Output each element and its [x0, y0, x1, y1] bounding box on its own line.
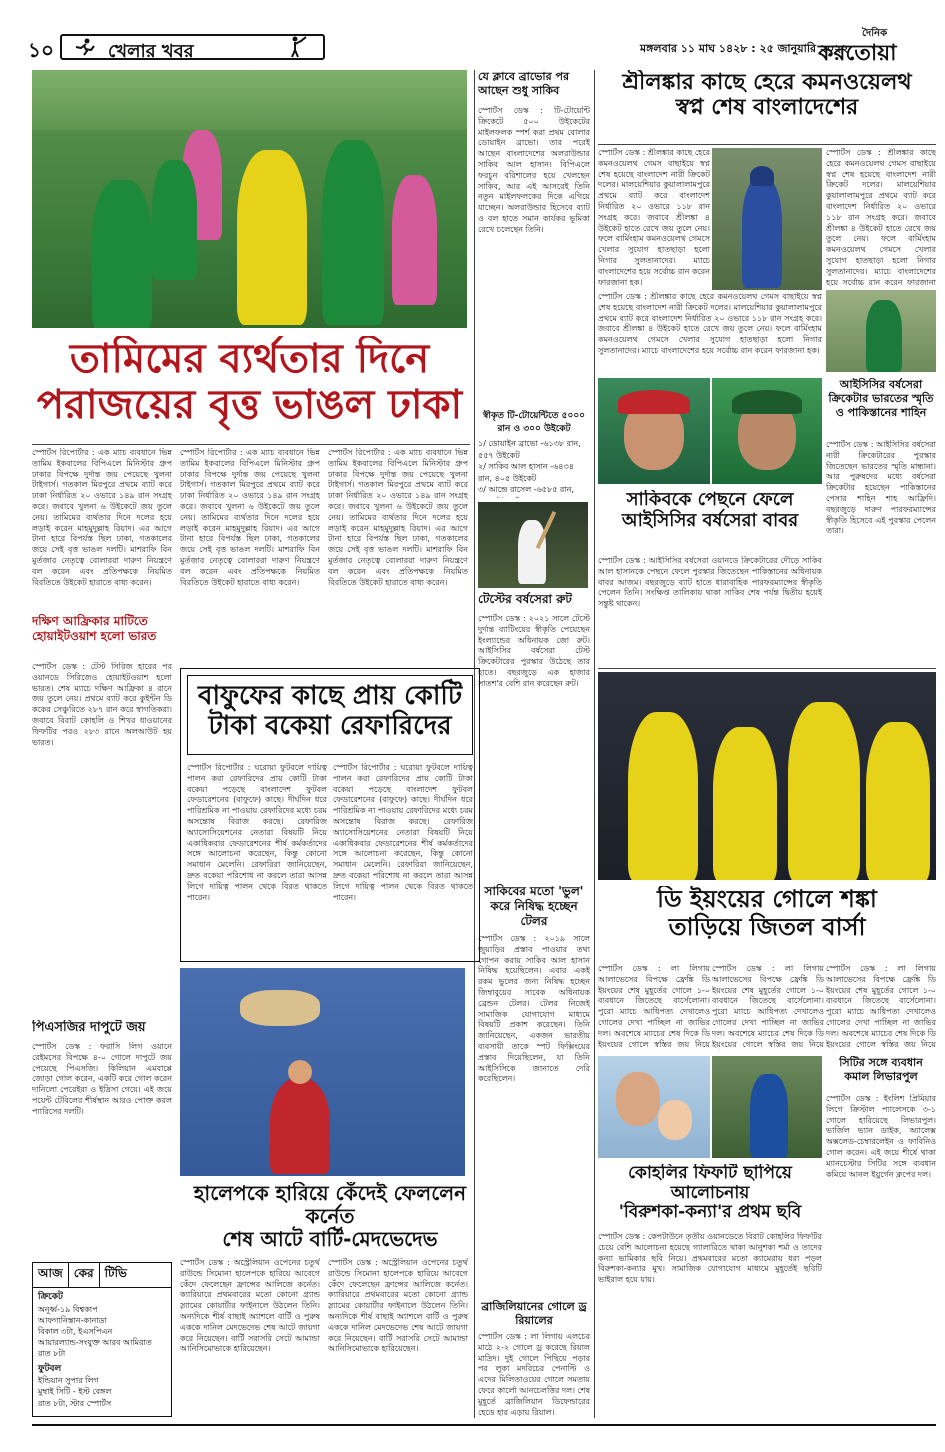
kohli-body: স্পোর্টস ডেস্ক : কেপটাউনে তৃতীয় ওয়ানডেতে বিরাট কোহলির ফিফটির চেয়ে বেশি আলোচনা হয়েছে গ্যালারিতে থাকা আনুশকা শর্মা ও তাদের কন্যা ভামিকার ছবি নিয়ে। প্রথমবারের মতো ক্যামেরায় ধরা পড়ল বিরুশকা-কন্যার মুখ। সামাজিক যোগাযোগ মাধ্যমে মুহূর্তেই ছবিটি ভাইরাল হয়ে যায়।: [598, 1232, 822, 1285]
cricket-match-1: আফগানিস্তান-কানাডা: [38, 1315, 107, 1325]
dhaka-body-col2: স্পোর্টস রিপোর্টার : এক ম্যাচ ব্যবধানে ভিন্ন তামিম ইকবালের বিপিএলে মিনিস্টার গ্রুপ ঢাকার বিপক্ষে দুর্দান্ত জয় পেয়েছে খুলনা টাইগার্স। গতকাল মিরপুরে প্রথমে ব্যাট করে ঢাকা নির্ধারিত ২০ ওভারে ১৪৯ রান সংগ্রহ করে। জবাবে খুলনা ৬ উইকেটে জয় তুলে নেয়। তামিমের ব্যর্থতার দিনে দলের হয়ে লড়াই করেন মাহমুদুল্লাহ রিয়াদ। এর আগে টানা হারে বিপর্যস্ত ছিল ঢাকা, গতকালের জয়ে সেই বৃত্ত ভাঙল দলটি। মাশরাফি বিন মুর্তজার নেতৃত্বে বোলাররা দারুণ নিয়ন্ত্রণে বল করেন এবং প্রতিপক্ষকে নিয়মিত বিরতিতে উইকেট হারাতে বাধ্য করেন।: [180, 448, 320, 587]
referees-headline-line1: বাফুফের কাছে প্রায় কোটি: [198, 681, 462, 711]
tennis-player-photo: [180, 968, 465, 1176]
babar-headline-line1: সাকিবকে পেছনে ফেলে: [626, 490, 794, 510]
football-match: মুম্বাই সিটি - ইস্ট বেঙ্গল: [38, 1387, 112, 1397]
africa-india-body: স্পোর্টস ডেস্ক : টেস্ট সিরিজ হারের পর ওয়ানডে সিরিজেও হোয়াইটওয়াশ হলো ভারত। শেষ ম্যাচে দক্ষিণ আফ্রিকা ৪ রানে জয় তুলে নেয়। প্রথমে ব্যাট করে কুইন্টন ডি ককের সেঞ্চুরিতে ২৮৭ রান করে স্বাগতিকরা। জবাবে বিরাট কোহলি ও শিখর ধাওয়ানের ফিফটির পরও ২৮৩ রানে অলআউট হয় ভারত।: [32, 662, 172, 747]
cricket-match-2: আয়ারল্যান্ড-সংযুক্ত আরব আমিরাত: [38, 1338, 152, 1348]
kohli-headline-line2: 'বিরুশকা-কন্যা'র প্রথম ছবি: [618, 1202, 802, 1223]
root-batting-photo: [478, 502, 588, 588]
babar-headline: [598, 490, 822, 550]
referees-body-col1: স্পোর্টস রিপোর্টার : ঘরোয়া ফুটবলে দায়িত্ব পালন করা রেফারিদের প্রায় কোটি টাকা বকেয়া পড়েছে বাংলাদেশ ফুটবল ফেডারেশনের (বাফুফে) কাছে। দীর্ঘদিন ধরে পারিশ্রমিক না পাওয়ায় রেফারিদের মধ্যে চরম অসন্তোষ বিরাজ করছে। রেফারিজ অ্যাসোসিয়েশনের নেতারা বিষয়টি নিয়ে একাধিকবার ফেডারেশনের শীর্ষ কর্মকর্তাদের সঙ্গে আলোচনা করেছেন, কিন্তু কোনো সমাধান মেলেনি। রেফারিরা জানিয়েছেন, দ্রুত বকেয়া পরিশোধ না করলে তারা আসন্ন লিগে দায়িত্ব পালন থেকে বিরত থাকতে পারেন।: [187, 763, 327, 902]
cricket-title: ক্রিকেট: [38, 1292, 63, 1302]
root-headline: টেস্টের বর্ষসেরা রুট: [478, 592, 572, 606]
divider-rule: [598, 144, 936, 145]
runner-icon: [72, 38, 96, 56]
referees-article-box: [180, 668, 480, 962]
stats-row-3: ৩/ আন্দ্রে রাসেল -৬৫৮৫ রান,: [478, 485, 574, 495]
cricket-celebration-photo: [32, 70, 467, 328]
root-body: স্পোর্টস ডেস্ক : ২০২১ সালে টেস্টে দুর্দান্ত ব্যাটিংয়ের স্বীকৃতি পেয়েছেন ইংল্যান্ডের অধিনায়ক জো রুট। আইসিসির বর্ষসেরা টেস্ট ক্রিকেটারের পুরস্কার উঠেছে তার হাতে। বছরজুড়ে এক হাজার সাতশ'র বেশি রান করেছেন রুট।: [478, 614, 590, 688]
cricket-time-2: রাত ৮টা: [38, 1349, 66, 1359]
dhaka-body-col1: স্পোর্টস রিপোর্টার : এক ম্যাচ ব্যবধানে ভিন্ন তামিম ইকবালের বিপিএলে মিনিস্টার গ্রুপ ঢাকার বিপক্ষে দুর্দান্ত জয় পেয়েছে খুলনা টাইগার্স। গতকাল মিরপুরে প্রথমে ব্যাট করে ঢাকা নির্ধারিত ২০ ওভারে ১৪৯ রান সংগ্রহ করে। জবাবে খুলনা ৬ উইকেটে জয় তুলে নেয়। তামিমের ব্যর্থতার দিনে দলের হয়ে লড়াই করেন মাহমুদুল্লাহ রিয়াদ। এর আগে টানা হারে বিপর্যস্ত ছিল ঢাকা, গতকালের জয়ে সেই বৃত্ত ভাঙল দলটি। মাশরাফি বিন মুর্তজার নেতৃত্বে বোলাররা দারুণ নিয়ন্ত্রণে বল করেন এবং প্রতিপক্ষকে নিয়মিত বিরতিতে উইকেট হারাতে বাধ্য করেন।: [32, 448, 172, 587]
bangladesh-women-photo: [826, 290, 936, 372]
babar-body: স্পোর্টস ডেস্ক : আইসিসির বর্ষসেরা ওয়ানডে ক্রিকেটারের দৌড়ে সাকিব আল হাসানকে পেছনে ফেলে পুরস্কার জিতেছেন পাকিস্তানের অধিনায়ক বাবর আজম। বছরজুড়ে ব্যাট হাতে ধারাবাহিক পারফরম্যান্সের স্বীকৃতি পেলেন তিনি। সংক্ষিপ্ত তালিকায় থাকা সাকিব শেষ পর্যন্ত দ্বিতীয় হয়েই সন্তুষ্ট থাকেন।: [598, 556, 822, 609]
srilanka-body-col2: স্পোর্টস ডেস্ক : শ্রীলঙ্কার কাছে হেরে কমনওয়েলথ গেমস বাছাইয়ে স্বপ্ন শেষ হয়েছে বাংলাদেশ নারী ক্রিকেট দলের। মালয়েশিয়ার কুয়ালালামপুরে প্রথমে ব্যাট করে বাংলাদেশ নির্ধারিত ২০ ওভারে ১১৮ রান সংগ্রহ করে। জবাবে শ্রীলঙ্কা ৪ উইকেট হাতে রেখে জয় তুলে নেয়। ফলে বার্মিংহাম কমনওয়েলথ গেমসে খেলার সুযোগ হাতছাড়া হলো নিগার সুলতানাদের। ম্যাচে বাংলাদেশের হয়ে সর্বোচ্চ রান করেন ফারজানা হক।: [598, 292, 822, 355]
icc-india-pak-body: স্পোর্টস ডেস্ক : আইসিসির বর্ষসেরা নারী ক্রিকেটারের পুরস্কার জিতেছেন ভারতের স্মৃতি মান্ধানা। আর পুরুষদের মধ্যে বর্ষসেরা ক্রিকেটার হয়েছেন পাকিস্তানের পেসার শাহিন শাহ আফ্রিদি। বছরজুড়ে দারুণ পারফরম্যান্সের স্বীকৃতি হিসেবে এই পুরস্কার পেলেন তারা।: [826, 440, 936, 536]
srilanka-women-photo: [712, 148, 822, 290]
today-tab-tv: টিভি: [104, 1266, 127, 1280]
srilanka-body-col3: স্পোর্টস ডেস্ক : শ্রীলঙ্কার কাছে হেরে কমনওয়েলথ গেমস বাছাইয়ে স্বপ্ন শেষ হয়েছে বাংলাদেশ নারী ক্রিকেট দলের। মালয়েশিয়ার কুয়ালালামপুরে প্রথমে ব্যাট করে বাংলাদেশ নির্ধারিত ২০ ওভারে ১১৮ রান সংগ্রহ করে। জবাবে শ্রীলঙ্কা ৪ উইকেট হাতে রেখে জয় তুলে নেয়। ফলে বার্মিংহাম কমনওয়েলথ গেমসে খেলার সুযোগ হাতছাড়া হলো নিগার সুলতানাদের। ম্যাচে বাংলাদেশের হয়ে সর্বোচ্চ রান করেন ফারজানা: [826, 148, 936, 287]
sakib-bravo-body: স্পোর্টস ডেস্ক : টি-টোয়েন্টি ক্রিকেটে ৫০০ উইকেটের মাইলফলক স্পর্শ করা প্রথম বোলার ডোয়াইন ব্রাভো। তার পরেই আছেন বাংলাদেশের অলরাউন্ডার সাকিব আল হাসান। বিপিএলে ফরচুন বরিশালের হয়ে খেলছেন সাকিব, আর এই আসরেই তিনি নতুন মাইলফলকের দিকে এগিয়ে যাচ্ছেন। অলরাউন্ডার হিসেবে ব্যাট ও বল হাতে সমান কার্যকর ভূমিকা রেখে চলেছেন তিনি।: [478, 106, 590, 234]
referees-headline: [187, 675, 473, 755]
icc-india-pak-headline: আইসিসির বর্ষসেরা ক্রিকেটার ভারতের স্মৃতি ও পাকিস্তানের শাহিন: [828, 378, 934, 419]
barca-celebration-photo: [598, 672, 936, 880]
halep-headline-line1: হালেপকে হারিয়ে কেঁদেই ফেললেন কর্নেত: [193, 1182, 467, 1228]
referees-body-col2: স্পোর্টস রিপোর্টার : ঘরোয়া ফুটবলে দায়িত্ব পালন করা রেফারিদের প্রায় কোটি টাকা বকেয়া পড়েছে বাংলাদেশ ফুটবল ফেডারেশনের (বাফুফে) কাছে। দীর্ঘদিন ধরে পারিশ্রমিক না পাওয়ায় রেফারিদের মধ্যে চরম অসন্তোষ বিরাজ করছে। রেফারিজ অ্যাসোসিয়েশনের নেতারা বিষয়টি নিয়ে একাধিকবার ফেডারেশনের শীর্ষ কর্মকর্তাদের সঙ্গে আলোচনা করেছেন, কিন্তু কোনো সমাধান মেলেনি। রেফারিরা জানিয়েছেন, দ্রুত বকেয়া পরিশোধ না করলে তারা আসন্ন লিগে দায়িত্ব পালন থেকে বিরত থাকতে পারেন।: [333, 763, 473, 902]
cricket-time-1: বিকাল ৩টা, ইএসপিএন: [38, 1326, 113, 1336]
barca-headline: [598, 886, 936, 958]
liverpool-headline: সিটির সঙ্গে ব্যবধান কমাল লিভারপুল: [839, 1056, 923, 1083]
sakib-bravo-headline: যে ক্লাবে ব্রাভোর পর আছেন শুধু সাকিব: [478, 70, 570, 97]
liverpool-body: স্পোর্টস ডেস্ক : ইংলিশ প্রিমিয়ার লিগে ক্রিস্টাল প্যালেসকে ৩-১ গোলে হারিয়েছে লিভারপুল। ভার্জিল ভ্যান ডাইক, অ্যালেক্স অক্সলেড-চেম্বারলেইন ও ফাবিনিও গোল করেন। এই জয়ে শীর্ষে থাকা ম্যানচেস্টার সিটির সঙ্গে ব্যবধান কমিয়ে আনল ইয়ুর্গেন ক্লপের দল।: [826, 1094, 936, 1179]
football-title: ফুটবল: [38, 1363, 62, 1374]
halep-headline-line2: শেষ আটে বার্টি-মেদভেদেভ: [222, 1227, 438, 1251]
stats-title: স্বীকৃত টি-টোয়েন্টিতে ৫০০০ রান ও ৩০০ উইকেট: [482, 411, 586, 435]
today-tv-header: [33, 1263, 171, 1288]
divider-rule: [598, 668, 936, 669]
sakib-bravo-stats: [478, 410, 590, 498]
taylor-body: স্পোর্টস ডেস্ক : ২০১৯ সালে জুয়াড়ির প্রস্তাব পাওয়ার তথ্য গোপন করায় সাকিব আল হাসান নিষিদ্ধ হয়েছিলেন। এবার একই রকম ভুলের জন্য নিষিদ্ধ হচ্ছেন জিম্বাবুয়ের সাবেক অধিনায়ক ব্রেন্ডন টেলর। টেলর নিজেই সামাজিক যোগাযোগ মাধ্যমে বিষয়টি প্রকাশ করেছেন। তিনি জানিয়েছেন, একজন ভারতীয় ব্যবসায়ী তাকে স্পট ফিক্সিংয়ের প্রস্তাব দিয়েছিলেন, যা তিনি আইসিসিকে জানাতে দেরি করেছিলেন।: [478, 934, 590, 1084]
today-tab-ker: কের: [69, 1263, 100, 1287]
brazil-body: স্পোর্টস ডেস্ক : লা লিগায় এলচের মাঠে ২-২ গোলে ড্র করেছে রিয়াল মাদ্রিদ। দুই গোলে পিছিয়ে পড়ার পর লুকা মদরিচের পেনাল্টি ও এদের মিলিতাওয়ের গোলে সমতায় ফেরে কার্লো আনচেলত্তির দল। শেষ মুহূর্তে ব্রাজিলিয়ান ডিফেন্ডারের হেডে হার এড়ায় রিয়াল।: [478, 1332, 590, 1417]
halep-headline: [180, 1182, 480, 1254]
barca-body-col1: স্পোর্টস ডেস্ক : লা লিগায় আলাভেসের বিপক্ষে ফ্রেঙ্কি ডি ইয়ংয়ের শেষ মুহূর্তের গোলে ১-০ ব্যবধানে জিতেছে বার্সেলোনা। পুরো ম্যাচে আধিপত্য দেখালেও গোলের দেখা পাচ্ছিল না জাভির দল। অবশেষে ম্যাচের শেষ দিকে ডি ইয়ংয়ের গোলে স্বস্তির জয় নিয়ে: [598, 964, 710, 1049]
kohli-headline-line1: কোহলির ফিফটি ছাপিয়ে আলোচনায়: [628, 1164, 792, 1203]
barca-body-col3: স্পোর্টস ডেস্ক : লা লিগায় আলাভেসের বিপক্ষে ফ্রেঙ্কি ডি ইয়ংয়ের শেষ মুহূর্তের গোলে ১-০ ব্যবধানে জিতেছে বার্সেলোনা। পুরো ম্যাচে আধিপত্য দেখালেও গোলের দেখা পাচ্ছিল না জাভির দল। অবশেষে ম্যাচের শেষ দিকে ডি ইয়ংয়ের গোলে স্বস্তির জয় নিয়ে: [826, 964, 936, 1049]
anushka-vamika-photo: [598, 1056, 710, 1158]
psg-body: স্পোর্টস ডেস্ক : ফরাসি লিগ ওয়ানে রেইমসের বিপক্ষে ৪-০ গোলে দাপুটে জয় পেয়েছে পিএসজি। কিলিয়ান এমবাপ্পে জোড়া গোল করেন, একটি করে গোল করেন দানিলো পেরেইরা ও ইদ্রিসা গেয়ে। এই জয়ে পয়েন্ট টেবিলের শীর্ষস্থান আরও পোক্ত করল প্যারিসের দলটি।: [32, 1042, 172, 1116]
referees-headline-line2: টাকা বকেয়া রেফারিদের: [208, 710, 452, 741]
stats-row-2: ২/ সাকিব আল হাসান -৬৪৩৪ রান, ৪০৫ উইকেট: [478, 462, 574, 483]
cricket-event: অনূর্ধ্ব-১৯ বিশ্বকাপ: [38, 1304, 98, 1314]
barca-body-col2: স্পোর্টস ডেস্ক : লা লিগায় আলাভেসের বিপক্ষে ফ্রেঙ্কি ডি ইয়ংয়ের শেষ মুহূর্তের গোলে ১-০ ব্যবধানে জিতেছে বার্সেলোনা। পুরো ম্যাচে আধিপত্য দেখালেও গোলের দেখা পাচ্ছিল না জাভির দল। অবশেষে ম্যাচের শেষ দিকে ডি ইয়ংয়ের গোলে স্বস্তির জয় নিয়ে: [712, 964, 824, 1049]
cricket-player-icon: [286, 36, 308, 58]
football-time: রাত ৮টা, স্টার স্পোর্টস: [38, 1398, 112, 1408]
divider-rule: [32, 444, 470, 445]
halep-body-col2: স্পোর্টস ডেস্ক : অস্ট্রেলিয়ান ওপেনের চতুর্থ রাউন্ডে সিমোনা হালেপকে হারিয়ে আবেগে কেঁদে ফেলেছেন ফ্রান্সের আলিজে কর্নেত। ক্যারিয়ারে প্রথমবারের মতো কোনো গ্র্যান্ড স্ল্যামের কোয়ার্টার ফাইনালে উঠলেন তিনি। অন্যদিকে শীর্ষ বাছাই অ্যাশলে বার্টি ও পুরুষ এককে দানিল মেদভেদেভ শেষ আটে জায়গা করে নিয়েছেন। বার্টি সরাসরি সেটে আমান্ডা আনিসিমোভাকে হারিয়েছেন।: [328, 1258, 468, 1354]
africa-india-headline: দক্ষিণ আফ্রিকার মাটিতে হোয়াইটওয়াশ হলো ভারত: [32, 614, 157, 643]
kohli-batting-photo: [712, 1056, 822, 1158]
today-tv-listings: [33, 1288, 171, 1412]
today-tv-box: [32, 1262, 172, 1417]
football-event: ইন্ডিয়ান সুপার লিগ: [38, 1376, 99, 1386]
srilanka-headline-line1: শ্রীলঙ্কার কাছে হেরে কমনওয়েলথ: [622, 70, 912, 95]
page-header: [0, 0, 945, 62]
logo-small-text: দৈনিক: [862, 28, 888, 39]
column-rule: [594, 70, 595, 1418]
halep-body-col1: স্পোর্টস ডেস্ক : অস্ট্রেলিয়ান ওপেনের চতুর্থ রাউন্ডে সিমোনা হালেপকে হারিয়ে আবেগে কেঁদে ফেলেছেন ফ্রান্সের আলিজে কর্নেত। ক্যারিয়ারে প্রথমবারের মতো কোনো গ্র্যান্ড স্ল্যামের কোয়ার্টার ফাইনালে উঠলেন তিনি। অন্যদিকে শীর্ষ বাছাই অ্যাশলে বার্টি ও পুরুষ এককে দানিল মেদভেদেভ শেষ আটে জায়গা করে নিয়েছেন। বার্টি সরাসরি সেটে আমান্ডা আনিসিমোভাকে হারিয়েছেন।: [180, 1258, 320, 1354]
brazil-headline: ব্রাজিলিয়ানের গোলে ড্র রিয়ালের: [481, 1300, 587, 1327]
srilanka-body-col1: স্পোর্টস ডেস্ক : শ্রীলঙ্কার কাছে হেরে কমনওয়েলথ গেমস বাছাইয়ে স্বপ্ন শেষ হয়েছে বাংলাদেশ নারী ক্রিকেট দলের। মালয়েশিয়ার কুয়ালালামপুরে প্রথমে ব্যাট করে বাংলাদেশ নির্ধারিত ২০ ওভারে ১১৮ রান সংগ্রহ করে। জবাবে শ্রীলঙ্কা ৪ উইকেট হাতে রেখে জয় তুলে নেয়। ফলে বার্মিংহাম কমনওয়েলথ গেমসে খেলার সুযোগ হাতছাড়া হলো নিগার সুলতানাদের। ম্যাচে বাংলাদেশের হয়ে সর্বোচ্চ রান করেন ফারজানা হক।: [598, 148, 710, 287]
dhaka-headline-line1: তামিমের ব্যর্থতার দিনে: [69, 336, 430, 382]
psg-headline: পিএসজির দাপুটে জয়: [32, 1020, 146, 1035]
barca-headline-line1: ডি ইয়ংয়ের গোলে শঙ্কা: [657, 886, 877, 913]
srilanka-headline-line2: স্বপ্ন শেষ বাংলাদেশের: [675, 95, 859, 121]
srilanka-headline: [598, 70, 936, 140]
taylor-headline: সাকিবের মতো 'ভুল' করে নিষিদ্ধ হচ্ছেন টেলর: [484, 884, 584, 928]
sakib-portrait-photo: [598, 378, 710, 484]
section-title: খেলার খবর: [108, 41, 194, 62]
barca-headline-line2: তাড়িয়ে জিতল বার্সা: [668, 912, 866, 941]
dhaka-body-col3: স্পোর্টস রিপোর্টার : এক ম্যাচ ব্যবধানে ভিন্ন তামিম ইকবালের বিপিএলে মিনিস্টার গ্রুপ ঢাকার বিপক্ষে দুর্দান্ত জয় পেয়েছে খুলনা টাইগার্স। গতকাল মিরপুরে প্রথমে ব্যাট করে ঢাকা নির্ধারিত ২০ ওভারে ১৪৯ রান সংগ্রহ করে। জবাবে খুলনা ৬ উইকেটে জয় তুলে নেয়। তামিমের ব্যর্থতার দিনে দলের হয়ে লড়াই করেন মাহমুদুল্লাহ রিয়াদ। এর আগে টানা হারে বিপর্যস্ত ছিল ঢাকা, গতকালের জয়ে সেই বৃত্ত ভাঙল দলটি। মাশরাফি বিন মুর্তজার নেতৃত্বে বোলাররা দারুণ নিয়ন্ত্রণে বল করেন এবং প্রতিপক্ষকে নিয়মিত বিরতিতে উইকেট হারাতে বাধ্য করেন।: [328, 448, 468, 587]
stats-row-1: ১/ ডোয়াইন ব্রাভো -৬১৩৮ রান, ৫৫৭ উইকেট: [478, 439, 581, 460]
footer-rule: [32, 1424, 936, 1426]
page-number: ১০: [28, 38, 54, 62]
kohli-headline: [598, 1164, 822, 1226]
dhaka-headline: [32, 336, 467, 440]
babar-portrait-photo: [712, 378, 822, 484]
column-rule: [474, 70, 475, 1418]
today-tab-today: আজ: [33, 1263, 69, 1287]
newspaper-logo: করতোয়া: [818, 40, 897, 62]
babar-headline-line2: আইসিসির বর্ষসেরা বাবর: [621, 509, 799, 531]
dhaka-headline-line2: পরাজয়ের বৃত্ত ভাঙল ঢাকা: [36, 382, 463, 428]
date-line: মঙ্গলবার ১১ মাঘ ১৪২৮ : ২৫ জানুয়ারি ২০২২: [640, 42, 849, 55]
